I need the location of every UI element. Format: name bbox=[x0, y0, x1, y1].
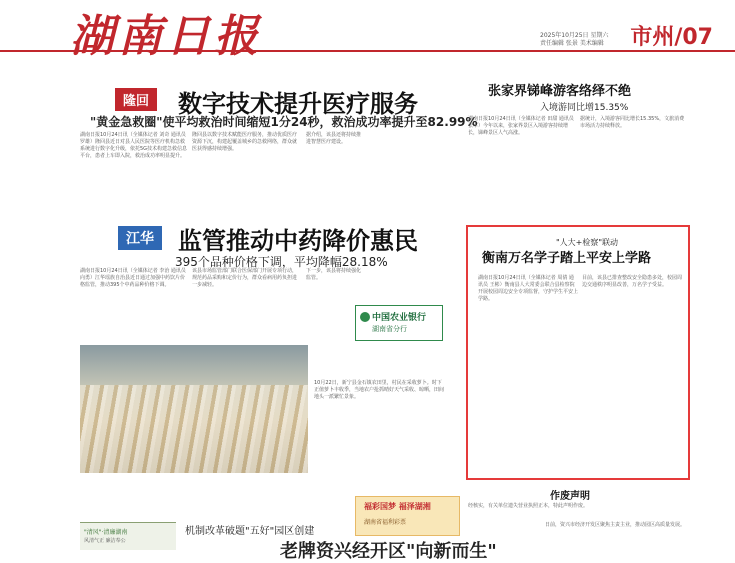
bottom-right-text: 日前，资兴市经济开发区聚焦主责主业，推动园区高质量发展。 bbox=[545, 522, 686, 528]
boxed-story-headline: 衡南万名学子踏上平安上学路 bbox=[482, 251, 652, 266]
boxed-story-col1: 湖南日报10月24日讯（全媒体记者 周倩 通讯员 王彬）衡南县人大常委会联合县检察院开展校园周边安全专项监督，守护学生平安上学路。 bbox=[478, 275, 579, 302]
lottery-ad-title: 福彩国梦 福泽湖湘 bbox=[364, 502, 431, 511]
boxed-story[interactable] bbox=[466, 225, 690, 480]
issue-date: 2025年10月25日 星期六 bbox=[540, 32, 609, 39]
right-story-col2: 据统计，入境游客同比增长15.35%，文旅消费市场活力持续释放。 bbox=[580, 116, 685, 129]
story1-subhead: "黄金急救圈"使平均救治时间缩短1分24秒，救治成功率提升至82.99% bbox=[90, 115, 478, 129]
bottom-left-box bbox=[80, 522, 176, 550]
boxed-story-col2: 目前，该县已排查整改安全隐患多处，校园周边交通秩序明显改善，万名学子受益。 bbox=[582, 275, 683, 288]
bottom-left-label: "清风"·清廉湖南 bbox=[84, 529, 128, 536]
lottery-ad[interactable] bbox=[355, 496, 460, 536]
story2-kicker: 江华 bbox=[118, 226, 162, 250]
photo-caption: 10月22日，新宁县金石镇农田里，村民在采收萝卜。时下正值萝卜丰收季，当地农户抢抓晴好天气采收、晾晒，田间地头一派繁忙景象。 bbox=[314, 380, 445, 400]
story1-col1: 湖南日报10月24日讯（全媒体记者 刘奇 通讯员 罗雄）隆回县近日对县人民医院等医疗机构急救系统进行数字化升级，依托5G技术构建急救信息平台，患者上车即入院，救治成功率明显提升。 bbox=[80, 132, 188, 159]
section-label: 市州/07 bbox=[630, 25, 713, 50]
story2-headline[interactable]: 监管推动中药降价惠民 bbox=[178, 226, 418, 255]
bottom-kicker[interactable]: 机制改革破题"五好"园区创建 bbox=[185, 526, 315, 537]
newspaper-logo: 湖南日报 bbox=[70, 11, 262, 62]
notice-body: 经核实，有关单位遗失营业执照正本，特此声明作废。 bbox=[468, 503, 589, 509]
issue-editors: 责任编辑 张景 美术编辑 bbox=[540, 40, 604, 47]
masthead bbox=[0, 0, 735, 62]
bottom-headline[interactable]: 老牌资兴经开区"向新而生" bbox=[280, 541, 497, 562]
right-story-headline[interactable]: 张家界锑峰游客络绎不绝 bbox=[488, 84, 632, 99]
story2-col2: 该县市场监管部门联合医保部门开展专项行动，规范药品采购和定价行为，群众看病用药负担进一步减轻。 bbox=[192, 268, 298, 288]
notice-title: 作废声明 bbox=[550, 491, 590, 502]
story1-col2: 隆回县以数字技术赋能医疗服务，推动优质医疗资源下沉，构建起覆盖城乡的急救网络，群众就医获得感持续增强。 bbox=[192, 132, 298, 152]
story2-subhead: 395个品种价格下调，平均降幅28.18% bbox=[175, 255, 388, 269]
story2-col3: 下一步，该县将持续强化监管。 bbox=[306, 268, 362, 281]
issue-info bbox=[540, 32, 608, 48]
bank-branch: 湖南省分行 bbox=[372, 325, 407, 333]
news-photo bbox=[80, 345, 308, 473]
story2-col1: 湖南日报10月24日讯（全媒体记者 李治 通讯员 向勇）江华瑶族自治县近日通过加强中药饮片价格监管，推动395个中药品种价格下调。 bbox=[80, 268, 186, 288]
bottom-left-text: 风清气正 廉洁奉公 bbox=[84, 538, 126, 544]
bank-name: 中国农业银行 bbox=[372, 313, 427, 323]
bank-logo-icon bbox=[360, 312, 370, 322]
right-story-subhead: 入境游同比增15.35% bbox=[540, 103, 629, 113]
lottery-ad-subtitle: 湖南省福利彩票 bbox=[364, 519, 407, 526]
boxed-story-kicker: "人大+检察"联动 bbox=[556, 238, 619, 247]
story1-col3: 据介绍，该县还将持续推进智慧医疗建设。 bbox=[306, 132, 362, 145]
right-story-col1: 湖南日报10月24日讯（全媒体记者 田甜 通讯员 张军）今年以来，张家界景区入境游客持续增长，锑峰景区人气高涨。 bbox=[468, 116, 574, 136]
bank-ad[interactable] bbox=[355, 305, 443, 341]
story1-headline[interactable]: 数字技术提升医疗服务 bbox=[178, 89, 418, 118]
story1-kicker: 隆回 bbox=[115, 88, 157, 111]
